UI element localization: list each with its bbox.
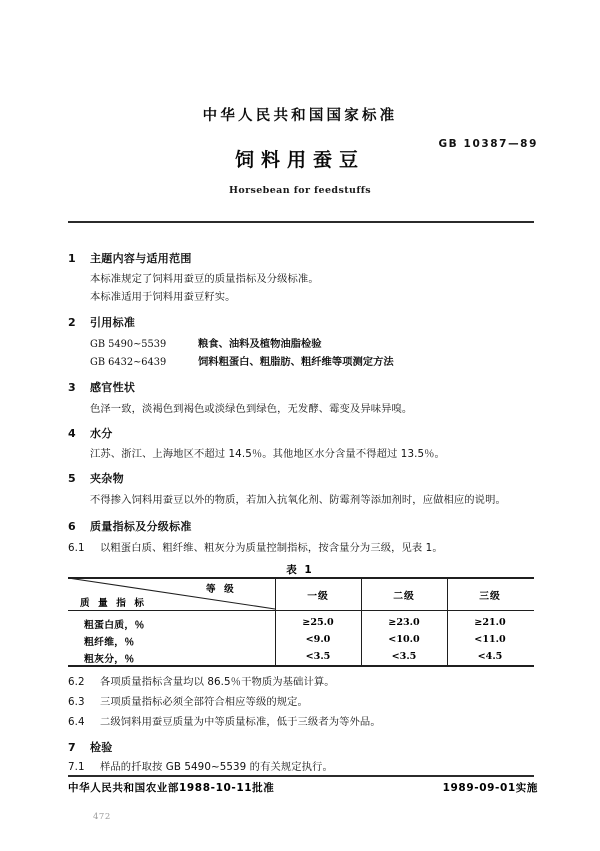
clause-number-7-1: 7.1 (68, 761, 85, 773)
clause-number-6-2: 6.2 (68, 676, 85, 688)
section-heading-2 (68, 314, 135, 331)
section-5-paragraph-1: 不得掺入饲料用蚕豆以外的物质，若加入抗氧化剂、防霉剂等添加剂时，应做相应的说明。 (90, 494, 506, 506)
table-cell-r1c2: ≥23.0 (388, 617, 420, 628)
section-1-paragraph-2: 本标准适用于饲料用蚕豆籽实。 (90, 291, 236, 303)
table-cell-r1c3: ≥21.0 (474, 617, 506, 628)
table-row-label-1: 粗蛋白质，％ (84, 620, 145, 631)
table-column-header-2: 二级 (393, 591, 415, 602)
section-heading-1 (68, 250, 192, 267)
clause-text-6-3: 三项质量指标必须全部符合相应等级的规定。 (100, 696, 308, 708)
page-title: 饲料用蚕豆 (234, 149, 365, 171)
table-column-header-3: 三级 (479, 591, 501, 602)
footer-divider (68, 775, 534, 777)
section-3-paragraph-1: 色泽一致，淡褐色到褐色或淡绿色到绿色，无发酵、霉变及异味异嗅。 (90, 403, 413, 415)
table-header-divider (68, 610, 534, 611)
section-title-4: 水分 (90, 427, 113, 440)
english-subtitle: Horsebean for feedstuffs (228, 185, 372, 196)
clause-text-6-4: 二级饲料用蚕豆质量为中等质量标准，低于三级者为等外品。 (100, 716, 381, 728)
section-number-2: 2 (68, 316, 76, 329)
section-number-7: 7 (68, 741, 76, 754)
reference-name-1: 粮食、油料及植物油脂检验 (198, 338, 322, 350)
section-number-4: 4 (68, 427, 76, 440)
table-column-header-1: 一级 (307, 591, 329, 602)
reference-name-2: 饲料粗蛋白、粗脂肪、粗纤维等项测定方法 (198, 356, 394, 368)
section-title-1: 主题内容与适用范围 (90, 252, 192, 265)
table-row-label-2: 粗纤维，％ (84, 637, 135, 648)
section-heading-7 (68, 739, 113, 756)
clause-number-6-1: 6.1 (68, 542, 85, 554)
clause-6-3 (68, 695, 308, 711)
section-4-paragraph-1: 江苏、浙江、上海地区不超过 14.5％。其他地区水分含量不得超过 13.5％。 (90, 448, 445, 460)
masthead-title: 中华人民共和国国家标准 (202, 108, 398, 124)
reference-code-2: GB 6432~6439 (90, 357, 167, 368)
table-cell-r3c3: <4.5 (477, 651, 503, 662)
reference-code-1: GB 5490~5539 (90, 339, 167, 350)
section-heading-6 (68, 518, 192, 535)
reference-item-1 (90, 337, 322, 353)
section-number-1: 1 (68, 252, 76, 265)
section-heading-5 (68, 470, 124, 487)
page-number: 472 (93, 812, 111, 822)
table-border-bottom (68, 665, 534, 667)
quality-grade-table (68, 577, 534, 667)
table-cell-r2c1: <9.0 (305, 634, 331, 645)
clause-text-6-1: 以粗蛋白质、粗纤维、粗灰分为质量控制指标，按含量分为三级，见表 1。 (100, 542, 443, 554)
table-cell-r1c1: ≥25.0 (302, 617, 334, 628)
table-corner-metric-label: 质 量 指 标 (80, 598, 147, 609)
section-title-5: 夹杂物 (90, 472, 124, 485)
table-cell-r2c2: <10.0 (388, 634, 420, 645)
header-divider (68, 221, 534, 223)
section-number-5: 5 (68, 472, 76, 485)
reference-item-2 (90, 355, 394, 371)
clause-6-2 (68, 675, 335, 691)
clause-6-4 (68, 715, 381, 731)
table-cell-r3c1: <3.5 (305, 651, 331, 662)
clause-7-1 (68, 760, 333, 776)
clause-text-6-2: 各项质量指标含量均以 86.5％干物质为基础计算。 (100, 676, 335, 688)
section-title-6: 质量指标及分级标准 (90, 520, 192, 533)
table-caption: 表 1 (286, 564, 314, 576)
section-title-3: 感官性状 (90, 381, 136, 394)
standard-number: GB 10387—89 (438, 138, 538, 150)
table-corner-grade-label: 等 级 (206, 584, 237, 595)
clause-6-1 (68, 541, 443, 557)
table-row-label-3: 粗灰分，％ (84, 654, 135, 665)
implementation-date: 1989-09-01实施 (442, 782, 538, 794)
section-heading-3 (68, 379, 135, 396)
section-title-2: 引用标准 (90, 316, 136, 329)
approval-statement: 中华人民共和国农业部1988-10-11批准 (68, 782, 275, 794)
section-number-6: 6 (68, 520, 76, 533)
section-heading-4 (68, 425, 113, 442)
clause-text-7-1: 样品的扦取按 GB 5490~5539 的有关规定执行。 (100, 761, 333, 773)
section-title-7: 检验 (90, 741, 113, 754)
table-cell-r3c2: <3.5 (391, 651, 417, 662)
section-number-3: 3 (68, 381, 76, 394)
clause-number-6-4: 6.4 (68, 716, 85, 728)
section-1-paragraph-1: 本标准规定了饲料用蚕豆的质量指标及分级标准。 (90, 273, 319, 285)
clause-number-6-3: 6.3 (68, 696, 85, 708)
table-cell-r2c3: <11.0 (474, 634, 506, 645)
